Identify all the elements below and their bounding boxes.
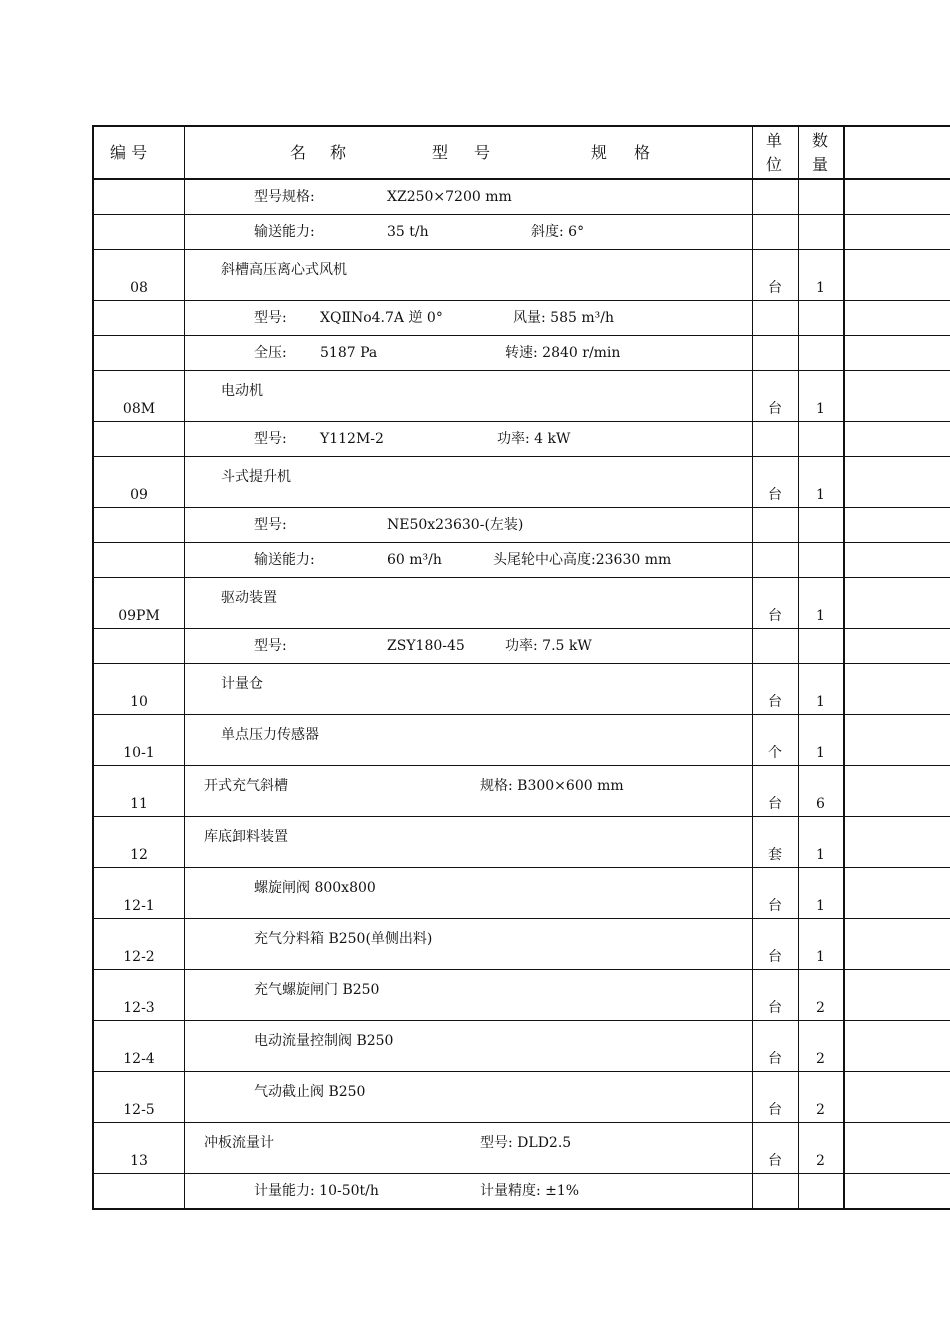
item-qty: 1 [816, 280, 825, 296]
spec-label: 型号: [254, 517, 287, 533]
item-name: 计量仓 [221, 676, 263, 692]
spec-label: 型号: [254, 431, 287, 447]
item-name: 气动截止阀 B250 [254, 1084, 366, 1100]
item-unit: 台 [768, 280, 782, 296]
item-qty: 2 [816, 1051, 825, 1067]
table-row [94, 664, 950, 715]
item-unit: 台 [768, 1102, 782, 1118]
spec-value: 35 t/h [387, 224, 429, 240]
spec-value: ZSY180-45 [387, 638, 465, 654]
item-name: 螺旋闸阀 800x800 [254, 880, 376, 896]
header-qty-1: 数 [812, 131, 829, 150]
table-row [94, 919, 950, 970]
table-row [94, 1174, 950, 1208]
spec-label: 型号: [254, 310, 287, 326]
header-name-1: 名 [290, 143, 307, 162]
item-name: 充气分料箱 B250(单侧出料) [254, 931, 433, 947]
item-code: 12-1 [123, 898, 155, 914]
item-name: 库底卸料装置 [204, 829, 288, 845]
item-unit: 台 [768, 796, 782, 812]
header-unit-2: 位 [766, 155, 783, 174]
item-qty: 1 [816, 487, 825, 503]
table-row [94, 715, 950, 766]
item-code: 12-3 [123, 1000, 155, 1016]
item-qty: 1 [816, 608, 825, 624]
item-qty: 1 [816, 898, 825, 914]
item-unit: 台 [768, 487, 782, 503]
header-unit-1: 单 [766, 131, 783, 150]
header-spec-2: 格 [634, 143, 651, 162]
item-code: 09PM [118, 608, 160, 624]
item-code: 13 [130, 1153, 148, 1169]
table-row [94, 422, 950, 457]
item-qty: 2 [816, 1153, 825, 1169]
header-name-2: 称 [330, 143, 347, 162]
item-code: 08 [130, 280, 148, 296]
spec-value: 5187 Pa [320, 345, 378, 361]
header-qty-2: 量 [812, 155, 829, 174]
spec-extra: 功率: 4 kW [497, 431, 571, 447]
item-spec: 规格: B300×600 mm [480, 778, 624, 794]
item-qty: 1 [816, 694, 825, 710]
spec-value: NE50x23630-(左装) [387, 517, 524, 533]
table-row [94, 817, 950, 868]
header-model-1: 型 [432, 143, 449, 162]
equipment-table [92, 125, 950, 1210]
item-qty: 6 [816, 796, 825, 812]
table-row [94, 508, 950, 543]
item-name: 开式充气斜槽 [204, 778, 288, 794]
item-spec: 型号: DLD2.5 [480, 1135, 572, 1151]
item-unit: 台 [768, 898, 782, 914]
item-qty: 1 [816, 847, 825, 863]
item-code: 10 [130, 694, 148, 710]
item-name: 驱动装置 [221, 590, 277, 606]
item-code: 12 [130, 847, 148, 863]
table-row [94, 1123, 950, 1174]
spec-value: XZ250×7200 mm [387, 189, 512, 205]
item-unit: 套 [768, 847, 782, 863]
table-row [94, 336, 950, 371]
item-name: 电动机 [221, 383, 263, 399]
item-code: 08M [122, 401, 156, 417]
item-unit: 台 [768, 1000, 782, 1016]
item-code: 10-1 [123, 745, 155, 761]
spec-value: Y112M-2 [320, 431, 384, 447]
item-code: 12-5 [123, 1102, 155, 1118]
table-row [94, 1021, 950, 1072]
table-row [94, 868, 950, 919]
spec-label: 型号: [254, 638, 287, 654]
item-code: 11 [130, 796, 148, 812]
table-row [94, 970, 950, 1021]
spec-label: 全压: [254, 345, 287, 361]
item-unit: 台 [768, 1051, 782, 1067]
spec-label: 型号规格: [254, 189, 315, 205]
header-model-2: 号 [474, 143, 491, 162]
item-name: 斗式提升机 [221, 469, 291, 485]
item-code: 12-4 [123, 1051, 155, 1067]
spec-value: 60 m³/h [387, 552, 442, 568]
item-name: 单点压力传感器 [221, 727, 319, 743]
table-row [94, 766, 950, 817]
table-header [94, 127, 950, 180]
table-row [94, 301, 950, 336]
item-name: 冲板流量计 [204, 1135, 274, 1151]
header-code: 编 号 [110, 143, 148, 162]
spec-label: 计量能力: 10-50t/h [254, 1183, 379, 1199]
item-name: 电动流量控制阀 B250 [254, 1033, 394, 1049]
item-unit: 台 [768, 608, 782, 624]
item-unit: 台 [768, 949, 782, 965]
spec-value: XQⅡNo4.7A 逆 0° [320, 310, 443, 326]
table-row [94, 543, 950, 578]
spec-extra: 转速: 2840 r/min [505, 345, 621, 361]
table-row [94, 1072, 950, 1123]
item-name: 斜槽高压离心式风机 [221, 262, 347, 278]
item-unit: 个 [768, 745, 782, 761]
item-qty: 2 [816, 1102, 825, 1118]
spec-extra: 斜度: 6° [531, 224, 585, 240]
header-spec-1: 规 [591, 143, 608, 162]
item-qty: 1 [816, 401, 825, 417]
spec-extra: 头尾轮中心高度:23630 mm [493, 552, 672, 568]
spec-extra: 风量: 585 m³/h [513, 310, 614, 326]
spec-extra: 功率: 7.5 kW [505, 638, 592, 654]
table-row [94, 180, 950, 215]
spec-label: 输送能力: [254, 224, 315, 240]
item-qty: 1 [816, 949, 825, 965]
item-qty: 1 [816, 745, 825, 761]
item-unit: 台 [768, 1153, 782, 1169]
table-row [94, 457, 950, 508]
item-unit: 台 [768, 401, 782, 417]
table-row [94, 629, 950, 664]
item-qty: 2 [816, 1000, 825, 1016]
item-code: 12-2 [123, 949, 155, 965]
table-row [94, 578, 950, 629]
spec-label: 输送能力: [254, 552, 315, 568]
item-code: 09 [130, 487, 148, 503]
item-name: 充气螺旋闸门 B250 [254, 982, 380, 998]
table-row [94, 371, 950, 422]
spec-extra: 计量精度: ±1% [480, 1183, 580, 1199]
table-row [94, 215, 950, 250]
table-row [94, 250, 950, 301]
item-unit: 台 [768, 694, 782, 710]
